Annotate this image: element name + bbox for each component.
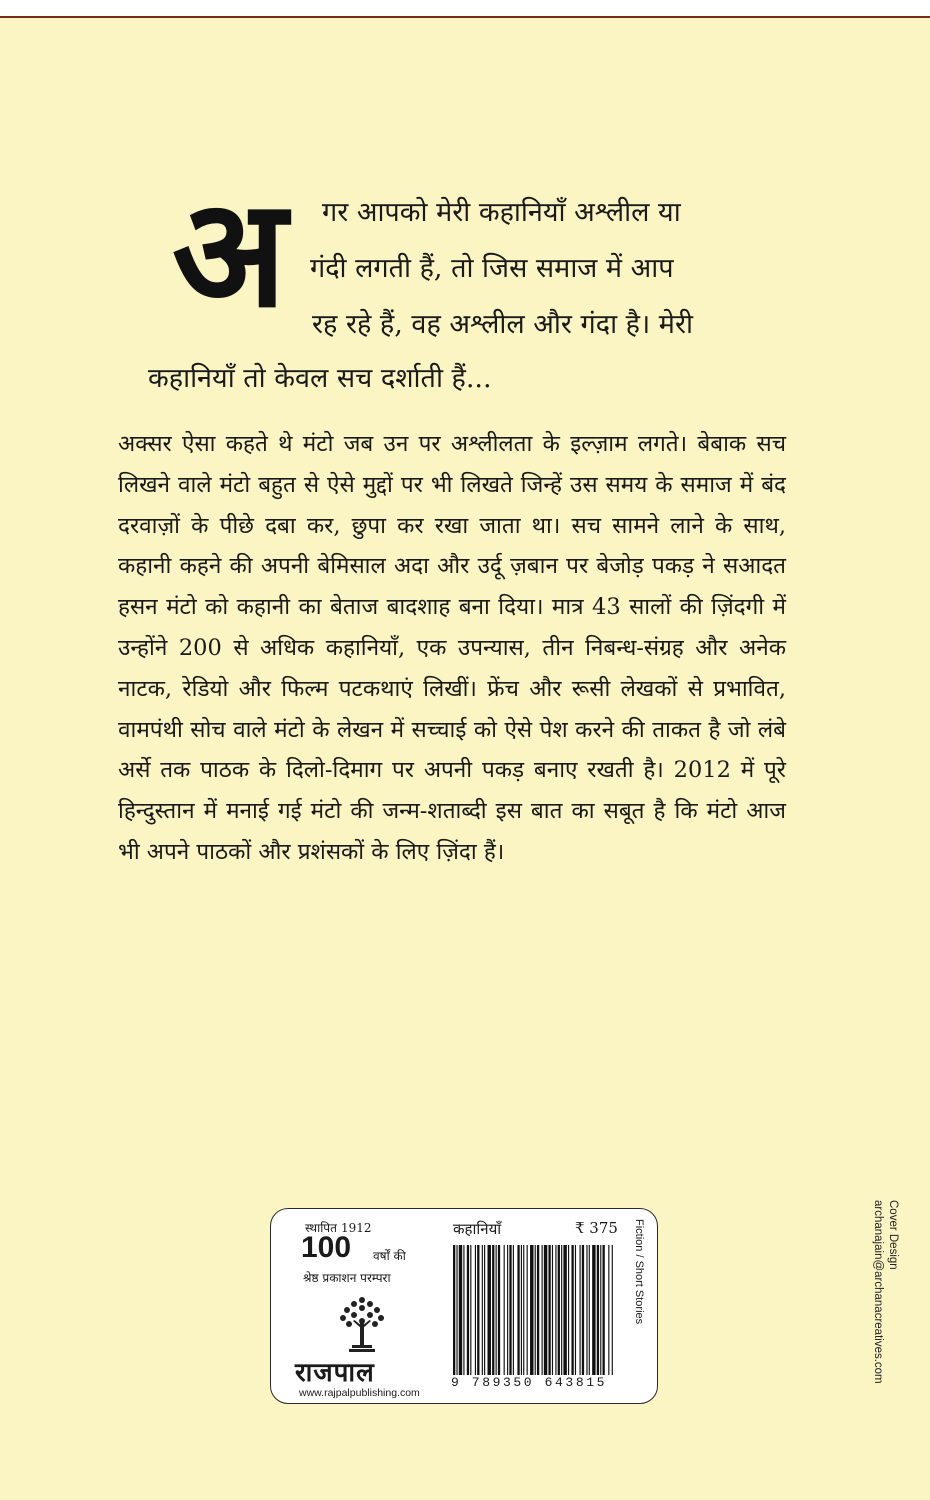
quote-line-2: गंदी लगती हैं, तो जिस समाज में आप	[310, 253, 674, 284]
tree-logo-icon	[337, 1295, 387, 1353]
publisher-brand: राजपाल	[295, 1357, 375, 1387]
cover-design-credit	[866, 1200, 902, 1410]
publisher-url: www.rajpalpublishing.com	[299, 1387, 420, 1399]
quote-line-4: कहानियाँ तो केवल सच दर्शाती हैं...	[148, 363, 492, 394]
established-year: 1912	[340, 1221, 372, 1235]
cover-design-label: Cover Design	[887, 1200, 899, 1270]
quote-line-1: गर आपको मेरी कहानियाँ अश्लील या	[322, 197, 681, 228]
top-border	[0, 0, 930, 18]
genre-label: Fiction / Short Stories	[633, 1219, 645, 1325]
blurb-paragraph: अक्सर ऐसा कहते थे मंटो जब उन पर अश्लीलता के इल्ज़ाम लगते। बेबाक सच लिखने वाले मंटो बहुत से ऐसे मुद्दों पर भी लिखते जिन्हें उस समय के समाज में बंद दरवाज़ों के पीछे दबा कर, छुपा कर रखा जाता था। सच सामने लाने के साथ, कहानी कहने की अपनी बेमिसाल अदा और उर्दू ज़बान पर बेजोड़ पकड़ ने सआदत हसन मंटो को कहानी का बेताज बादशाह बना दिया। मात्र 43 सालों की ज़िंदगी में उन्होंने 200 से अधिक कहानियाँ, एक उपन्यास, तीन निबन्ध-संग्रह और अनेक नाटक, रेडियो और फिल्म पटकथाएं लिखीं। फ्रेंच और रूसी लेखकों से प्रभावित, वामपंथी सोच वाले मंटो के लेखन में सच्चाई को ऐसे पेश करने की ताकत है जो लंबे अर्से तक पाठक के दिलो-दिमाग पर अपनी पकड़ बनाए रखती है। 2012 में पूरे हिन्दुस्तान में मनाई गई मंटो की जन्म-शताब्दी इस बात का सबूत है कि मंटो आज भी अपने पाठकों और प्रशंसकों के लिए ज़िंदा हैं।	[118, 431, 786, 865]
years-number: 100	[301, 1231, 352, 1264]
category-label: कहानियाँ	[453, 1220, 502, 1238]
price-label: ₹ 375	[575, 1219, 618, 1237]
cover-design-email: archanajain@archanacreatives.com	[872, 1200, 884, 1384]
isbn-digits: 9 789350 643815	[451, 1375, 608, 1390]
publisher-block	[285, 1215, 435, 1401]
quote-dropcap: अ	[172, 165, 287, 341]
years-text: वर्षों की	[373, 1249, 406, 1263]
established-label: स्थापित	[305, 1221, 337, 1235]
isbn-barcode	[451, 1245, 615, 1375]
barcode-panel	[270, 1208, 658, 1404]
tradition-text: श्रेष्ठ प्रकाशन परम्परा	[303, 1271, 391, 1285]
quote-line-3: रह रहे हैं, वह अश्लील और गंदा है। मेरी	[312, 309, 693, 340]
